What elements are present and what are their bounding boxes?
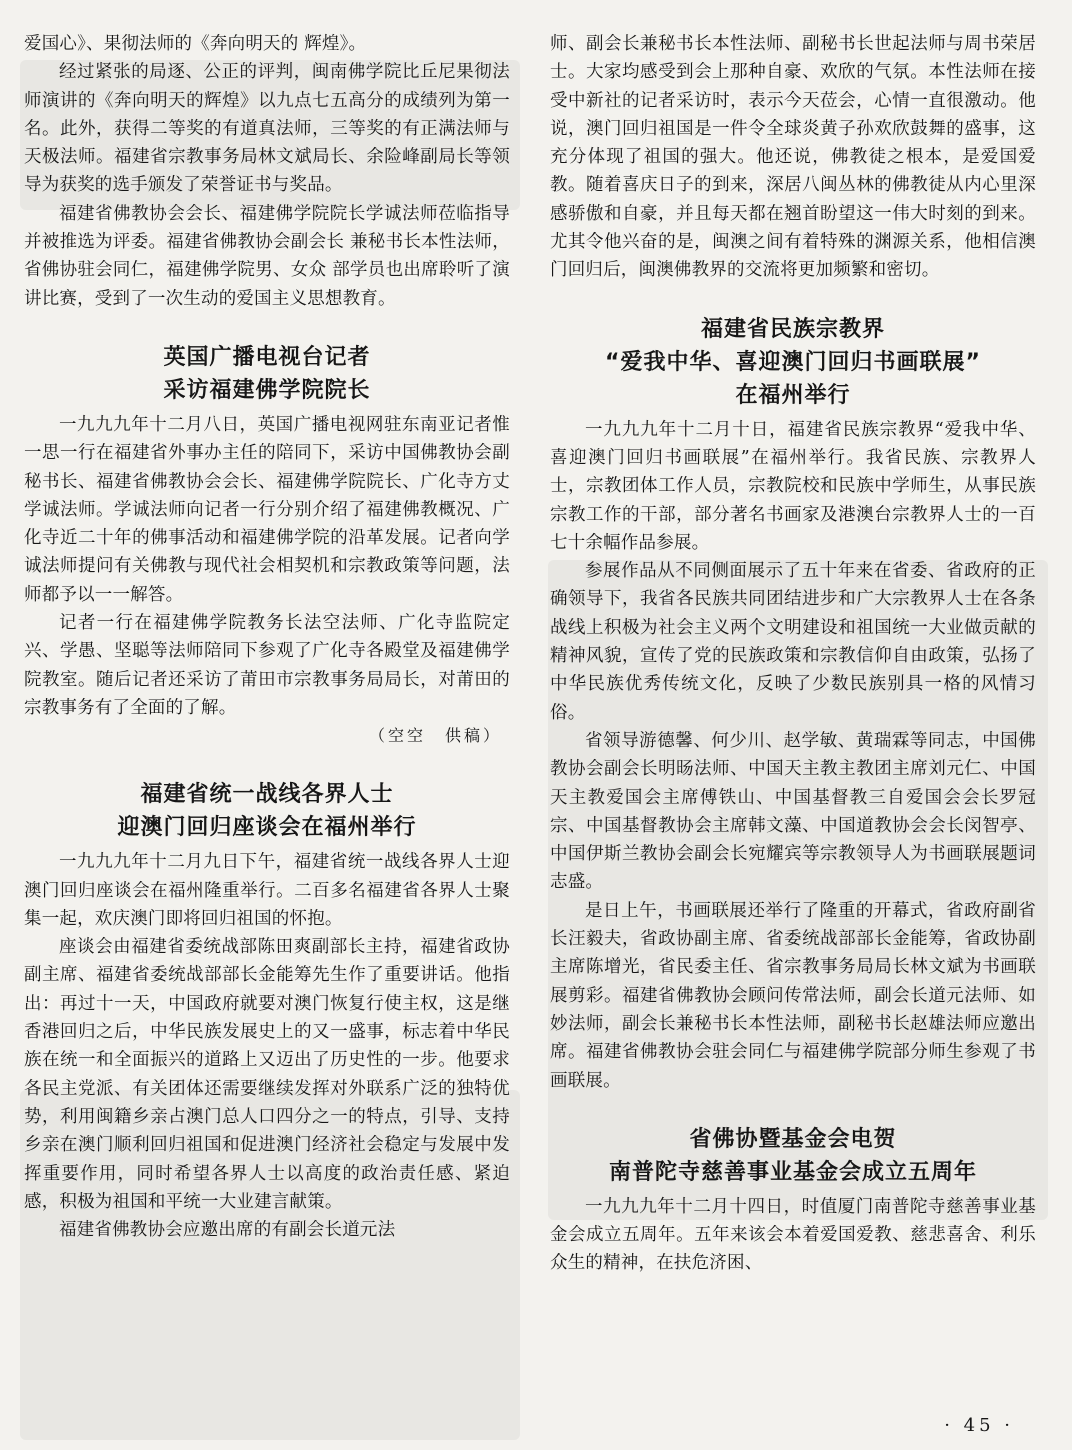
page-number: · 45 ·: [944, 1415, 1014, 1436]
article-heading: [550, 1123, 1036, 1189]
paragraph: 参展作品从不同侧面展示了五十年来在省委、省政府的正确领导下，我省各民族共同团结进步和广大宗教界人士在各条战线上积极为社会主义两个文明建设和祖国统一大业做贡献的精神风貌，宣传了党的民族政策和宗教信仰自由政策，弘扬了中华民族优秀传统文化，反映了少数民族别具一格的风情习俗。: [550, 561, 1036, 723]
article-title-line: 迎澳门回归座谈会在福州举行: [117, 815, 417, 841]
article-title-line: 采访福建佛学院院长: [163, 377, 371, 403]
paragraph: 福建省佛教协会应邀出席的有副会长道元法: [59, 1220, 396, 1241]
paragraph: 福建省佛教协会会长、福建佛学院院长学诚法师莅临指导并被推选为评委。福建省佛教协会副会长 兼秘书长本性法师，省佛协驻会同仁，福建佛学院男、女众 部学员也出席聆听了演讲比赛，受到了一次生动的爱国主义思想教育。: [24, 203, 510, 309]
paragraph: 一九九九年十二月十日，福建省民族宗教界“爱我中华、喜迎澳门回归书画联展”在福州举行。我省民族、宗教界人士，宗教团体工作人员，宗教院校和民族中学师生，从事民族宗教工作的干部，部分著名书画家及港澳台宗教界人士的一百七十余幅作品参展。: [550, 419, 1036, 553]
article-title-line: 英国广播电视台记者: [163, 344, 371, 370]
paragraph: 一九九九年十二月八日，英国广播电视网驻东南亚记者惟一思一行在福建省外事办主任的陪同下，采访中国佛教协会副秘书长、福建省佛教协会会长、福建佛学院院长、广化寺方丈学诚法师。学诚法师向记者一行分别介绍了福建佛教概况、广化寺近二十年的佛事活动和福建佛学院的沿革发展。记者向学诚法师提问有关佛教与现代社会相契机和宗教政策等问题，法师都予以一一解答。: [24, 414, 510, 605]
paragraph: 一九九九年十二月十四日，时值厦门南普陀寺慈善事业基金会成立五周年。五年来该会本着爱国爱教、慈悲喜舍、利乐众生的精神，在扶危济困、: [550, 1196, 1036, 1274]
article-heading: [24, 778, 510, 844]
article-title-line: “爱我中华、喜迎澳门回归书画联展”: [605, 349, 981, 375]
article-heading: [24, 341, 510, 407]
paragraph: 是日上午，书画联展还举行了隆重的开幕式，省政府副省长汪毅夫，省政协副主席、省委统战部部长金能筹，省政协副主席陈增光，省民委主任、省宗教事务局局长林文斌为书画联展剪彩。福建省佛教协会顾问传常法师，副会长道元法师、如妙法师，副会长兼秘书长本性法师，副秘书长赵雄法师应邀出席。福建省佛教协会驻会同仁与福建佛学院部分师生参观了书画联展。: [550, 900, 1036, 1091]
article-credit: （空空 供稿）: [368, 726, 502, 746]
paragraph: 一九九九年十二月九日下午，福建省统一战线各界人士迎澳门回归座谈会在福州隆重举行。二百多名福建省各界人士聚集一起，欢庆澳门即将回归祖国的怀抱。: [24, 852, 510, 929]
paragraph: 经过紧张的局逐、公正的评判，闽南佛学院比丘尼果彻法师演讲的《奔向明天的辉煌》以九点七五高分的成绩列为第一名。此外，获得二等奖的有道真法师，三等奖的有正满法师与天极法师。福建省宗教事务局林文斌局长、余险峰副局长等领导为获奖的选手颁发了荣誉证书与奖品。: [24, 62, 510, 196]
right-column: [550, 30, 1036, 1278]
paragraph: 省领导游德馨、何少川、赵学敏、黄瑞霖等同志，中国佛教协会副会长明旸法师、中国天主教主教团主席刘元仁、中国天主教爱国会主席傅铁山、中国基督教三自爱国会会长罗冠宗、中国基督教协会主席韩文藻、中国道教协会会长闵智亭、中国伊斯兰教协会副会长宛耀宾等宗教领导人为书画联展题词志盛。: [550, 730, 1036, 893]
article-title-line: 省佛协暨基金会电贺: [689, 1126, 897, 1152]
article-title-line: 南普陀寺慈善事业基金会成立五周年: [608, 1159, 977, 1185]
paragraph: 爱国心》、果彻法师的《奔向明天的 辉煌》。: [24, 34, 367, 54]
paragraph: 座谈会由福建省委统战部陈田爽副部长主持，福建省政协副主席、福建省委统战部部长金能筹先生作了重要讲话。他指出：再过十一天，中国政府就要对澳门恢复行使主权，这是继香港回归之后，中华民族发展史上的又一盛事，标志着中华民族在统一和全面振兴的道路上又迈出了历史性的一步。他要求各民主党派、有关团体还需要继续发挥对外联系广泛的独特优势，利用闽籍乡亲占澳门总人口四分之一的特点，引导、支持乡亲在澳门顺利回归祖国和促进澳门经济社会稳定与发展中发挥重要作用，同时希望各界人士以高度的政治责任感、紧迫感，积极为祖国和平统一大业建言献策。: [24, 937, 510, 1212]
paragraph: 师、副会长兼秘书长本性法师、副秘书长世起法师与周书荣居士。大家均感受到会上那种自豪、欢欣的气氛。本性法师在接受中新社的记者采访时，表示今天莅会，心情一直很激动。他说，澳门回归祖国是一件令全球炎黄子孙欢欣鼓舞的盛事，这充分体现了祖国的强大。他还说，佛教徒之根本，是爱国爱教。随着喜庆日子的到来，深居八闽丛林的佛教徒从内心里深感骄傲和自豪，并且每天都在翘首盼望这一伟大时刻的到来。尤其令他兴奋的是，闽澳之间有着特殊的渊源关系，他相信澳门回归后，闽澳佛教界的交流将更加频繁和密切。: [550, 34, 1036, 281]
article-title-line: 福建省民族宗教界: [700, 316, 885, 342]
article-title-line: 福建省统一战线各界人士: [140, 782, 394, 808]
left-column: [24, 30, 510, 1244]
paragraph: 记者一行在福建佛学院教务长法空法师、广化寺监院定兴、学愚、坚聪等法师陪同下参观了广化寺各殿堂及福建佛学院教室。随后记者还采访了莆田市宗教事务局局长，对莆田的宗教事务有了全面的了解。: [24, 613, 510, 718]
article-heading: [550, 313, 1036, 412]
article-title-line: 在福州举行: [735, 382, 851, 408]
